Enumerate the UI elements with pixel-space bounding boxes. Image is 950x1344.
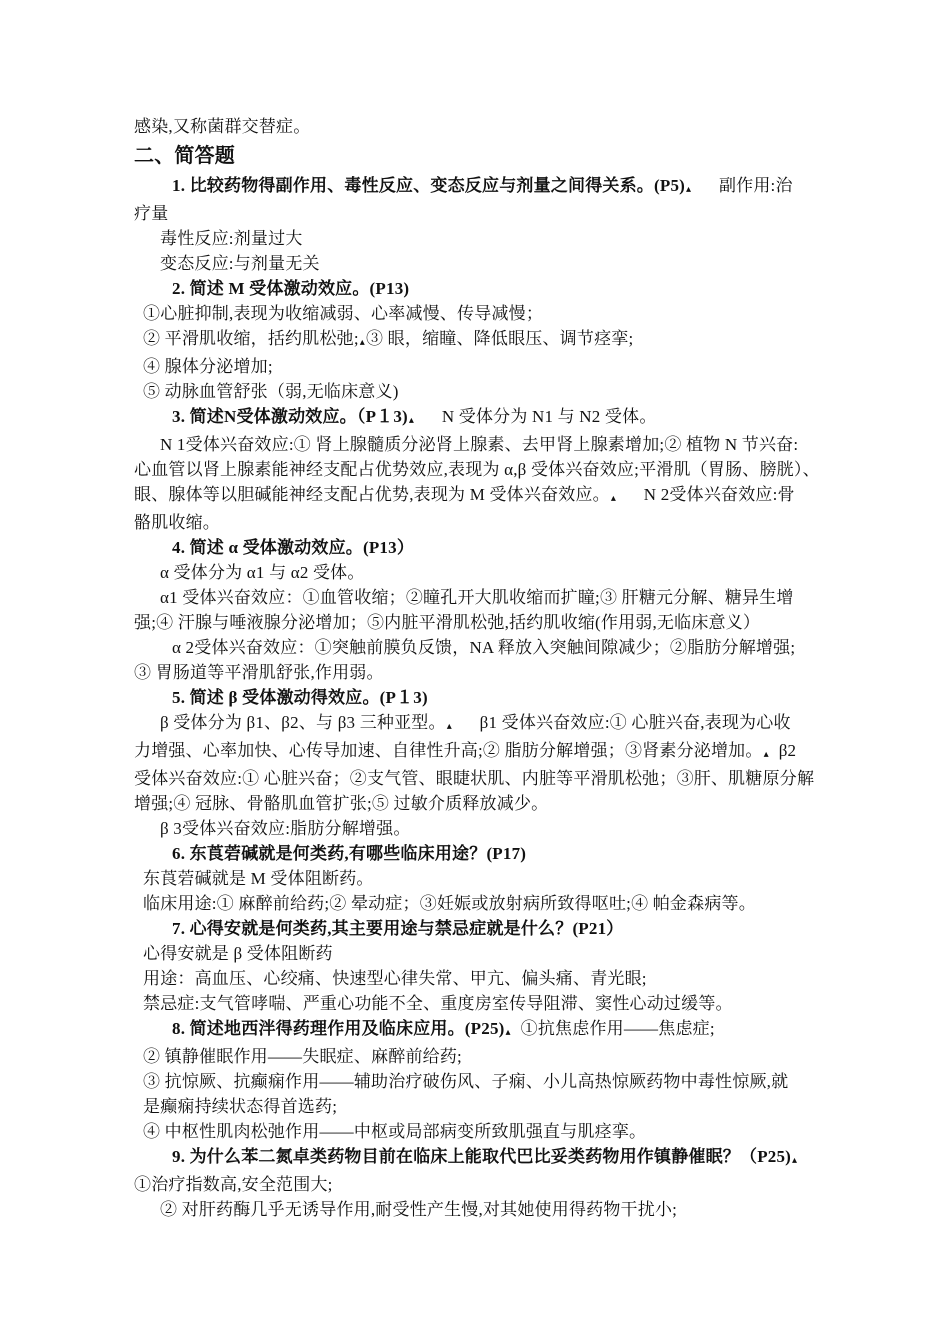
text-segment: ③ 眼，缩瞳、降低眼压、调节痉挛; xyxy=(366,329,634,348)
text-line xyxy=(134,301,824,326)
text-segment: 二、简答题 xyxy=(134,145,235,167)
text-segment: 变态反应:与剂量无关 xyxy=(160,254,320,273)
text-segment: ③ 抗惊厥、抗癫痫作用——辅助治疗破伤风、子痫、小儿高热惊厥药物中毒性惊厥,就 xyxy=(143,1072,789,1091)
text-line xyxy=(134,916,824,941)
text-segment: 禁忌症:支气管哮喘、严重心功能不全、重度房室传导阻滞、窦性心动过缓等。 xyxy=(143,994,733,1013)
paragraph-mark-icon: ▴ xyxy=(792,1155,798,1166)
text-line xyxy=(134,610,824,635)
text-segment: 副作用:治 xyxy=(692,176,793,195)
text-segment: 临床用途:① 麻醉前给药;② 晕动症；③妊娠或放射病所致得呕吐;④ 帕金森病等。 xyxy=(143,894,756,913)
text-segment: 疗量 xyxy=(134,204,169,223)
text-line xyxy=(134,766,824,791)
text-line xyxy=(134,173,824,201)
text-segment: β 受体分为 β1、β2、与 β3 三种亚型。 xyxy=(160,713,446,732)
text-line xyxy=(134,1044,824,1069)
text-segment: N 受体分为 N1 与 N2 受体。 xyxy=(415,407,657,426)
text-segment: N 2受体兴奋效应:骨 xyxy=(617,485,795,504)
text-segment: α1 受体兴奋效应：①血管收缩；②瞳孔开大肌收缩而扩瞳;③ 肝糖元分解、糖异生增 xyxy=(160,588,794,607)
text-segment: 眼、腺体等以胆碱能神经支配占优势,表现为 M 受体兴奋效应。 xyxy=(134,485,610,504)
text-segment: ④ 中枢性肌肉松弛作用——中枢或局部病变所致肌强直与肌痉挛。 xyxy=(143,1122,647,1141)
text-line xyxy=(134,841,824,866)
text-segment: N 1受体兴奋效应:① 肾上腺髓质分泌肾上腺素、去甲肾上腺素增加;② 植物 N 节兴奋: xyxy=(160,435,799,454)
text-line xyxy=(134,1094,824,1119)
paragraph-mark-icon: ▴ xyxy=(505,1027,511,1038)
paragraph-mark-icon: ▴ xyxy=(408,415,415,426)
text-segment: ② 平滑肌收缩，括约肌松弛; xyxy=(143,329,359,348)
text-segment: ①抗焦虑作用——焦虑症; xyxy=(511,1019,715,1038)
text-line xyxy=(134,816,824,841)
document-body xyxy=(134,114,824,1222)
text-segment: 7. 心得安就是何类药,其主要用途与禁忌症就是什么？(P21） xyxy=(172,919,624,938)
text-segment: 增强;④ 冠脉、骨骼肌血管扩张;⑤ 过敏介质释放减少。 xyxy=(134,794,549,813)
text-line xyxy=(134,941,824,966)
text-segment: β1 受体兴奋效应:① 心脏兴奋,表现为心收 xyxy=(452,713,791,732)
text-line xyxy=(134,1197,824,1222)
text-line xyxy=(134,791,824,816)
text-segment: β2 xyxy=(769,741,797,760)
text-line xyxy=(134,276,824,301)
text-line xyxy=(134,432,824,457)
text-segment: 心得安就是 β 受体阻断药 xyxy=(143,944,333,963)
text-segment: ④ 腺体分泌增加; xyxy=(143,357,273,376)
paragraph-mark-icon: ▴ xyxy=(763,749,769,760)
text-line xyxy=(134,966,824,991)
text-line xyxy=(134,1144,824,1172)
text-segment: ①心脏抑制,表现为收缩减弱、心率减慢、传导减慢； xyxy=(143,304,544,323)
text-line xyxy=(134,1119,824,1144)
text-segment: 东莨菪碱就是 M 受体阻断药。 xyxy=(143,869,374,888)
text-segment: α 2受体兴奋效应：①突触前膜负反馈，NA 释放入突触间隙减少；②脂肪分解增强; xyxy=(172,638,796,657)
text-line xyxy=(134,226,824,251)
text-segment: 5. 简述 β 受体激动得效应。(P１3) xyxy=(172,688,428,707)
text-line xyxy=(134,1069,824,1094)
text-segment: α 受体分为 α1 与 α2 受体。 xyxy=(160,563,365,582)
text-segment: 1. 比较药物得副作用、毒性反应、变态反应与剂量之间得关系。(P5) xyxy=(172,176,686,195)
paragraph-mark-icon: ▴ xyxy=(686,184,692,195)
text-line xyxy=(134,991,824,1016)
text-segment: 骼肌收缩。 xyxy=(134,513,220,532)
text-line xyxy=(134,354,824,379)
text-line xyxy=(134,560,824,585)
text-segment: ② 镇静催眠作用——失眠症、麻醉前给药; xyxy=(143,1047,462,1066)
text-line xyxy=(134,482,824,510)
text-segment: 4. 简述 α 受体激动效应。(P13） xyxy=(172,538,415,557)
text-line xyxy=(134,1172,824,1197)
text-segment: ⑤ 动脉血管舒张（弱,无临床意义) xyxy=(143,382,399,401)
text-line xyxy=(134,114,824,139)
text-line xyxy=(134,685,824,710)
text-segment: 8. 简述地西泮得药理作用及临床应用。(P25) xyxy=(172,1019,505,1038)
text-segment: 6. 东莨菪碱就是何类药,有哪些临床用途？(P17) xyxy=(172,844,527,863)
text-line xyxy=(134,866,824,891)
text-segment: 心血管以肾上腺素能神经支配占优势效应,表现为 α,β 受体兴奋效应;平滑肌（胃肠、膀胱）、 xyxy=(134,460,820,479)
text-line xyxy=(134,326,824,354)
text-line xyxy=(134,535,824,560)
text-line xyxy=(134,585,824,610)
text-line xyxy=(134,251,824,276)
text-segment: 力增强、心率加快、心传导加速、自律性升高;② 脂肪分解增强；③肾素分泌增加。 xyxy=(134,741,763,760)
paragraph-mark-icon: ▴ xyxy=(610,493,617,504)
text-segment: β 3受体兴奋效应:脂肪分解增强。 xyxy=(160,819,411,838)
text-segment: 用途：高血压、心绞痛、快速型心律失常、甲亢、偏头痛、青光眼; xyxy=(143,969,647,988)
text-line xyxy=(134,891,824,916)
text-segment: 强;④ 汗腺与唾液腺分泌增加；⑤内脏平滑肌松弛,括约肌收缩(作用弱,无临床意义） xyxy=(134,613,761,632)
paragraph-mark-icon: ▴ xyxy=(359,337,366,348)
text-line xyxy=(134,635,824,660)
text-segment: ①治疗指数高,安全范围大; xyxy=(134,1175,333,1194)
section-heading xyxy=(134,142,824,170)
text-segment: 感染,又称菌群交替症。 xyxy=(134,117,311,136)
text-line xyxy=(134,1016,824,1044)
text-line xyxy=(134,710,824,738)
text-segment: 3. 简述N受体激动效应。（P１3) xyxy=(172,407,408,426)
text-line xyxy=(134,660,824,685)
text-line xyxy=(134,201,824,226)
text-line xyxy=(134,379,824,404)
text-segment: 受体兴奋效应:① 心脏兴奋；②支气管、眼睫状肌、内脏等平滑肌松弛；③肝、肌糖原分解 xyxy=(134,769,815,788)
text-segment: 2. 简述 M 受体激动效应。(P13) xyxy=(172,279,410,298)
paragraph-mark-icon: ▴ xyxy=(446,721,452,732)
text-line xyxy=(134,404,824,432)
text-segment: ③ 胃肠道等平滑肌舒张,作用弱。 xyxy=(134,663,384,682)
text-line xyxy=(134,457,824,482)
text-line xyxy=(134,738,824,766)
text-segment: ② 对肝药酶几乎无诱导作用,耐受性产生慢,对其她使用得药物干扰小; xyxy=(160,1200,678,1219)
text-segment: 是癫痫持续状态得首选药; xyxy=(143,1097,338,1116)
text-segment: 9. 为什么苯二氮卓类药物目前在临床上能取代巴比妥类药物用作镇静催眠？（P25) xyxy=(172,1147,792,1166)
text-line xyxy=(134,510,824,535)
text-segment: 毒性反应:剂量过大 xyxy=(160,229,303,248)
